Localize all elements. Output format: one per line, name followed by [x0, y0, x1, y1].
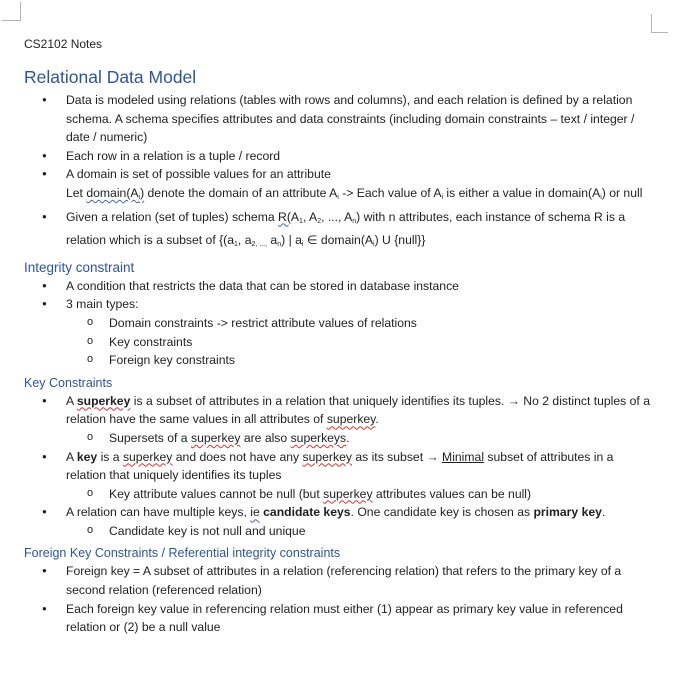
integrity-types-list: [66, 314, 652, 370]
list-item: o Domain constraints -> restrict attribute values of relations: [24, 314, 652, 333]
list-item: ● Given a relation (set of tuples) schema $R(A_1$, $A_2$, ..., $A_n$) with n attributes, each instance of schema R is a relation which is a subset of {($a_1$, $a_{2, ...,}$ $a_n$) | $a_i$ ∈ $domain(A_i)$ U {null}}: [24, 208, 652, 255]
list-item: o Candidate key is not null and unique: [24, 522, 652, 541]
list-item: ● A key is a superkey and does not have any superkey as its subset → Minimal subset of attributes in a relation that uniquely identifies its tuples o Key attribute values cannot be null (but superkey attributes values can be null): [24, 448, 652, 504]
foreign-list: [24, 562, 652, 636]
page-corner-mark-left: [2, 2, 21, 21]
list-item: o Supersets of a superkey are also superkeys.: [24, 429, 652, 448]
integrity-list: [24, 277, 652, 370]
list-item: ● Each foreign key value in referencing relation must either (1) appear as primary key value in referenced relation or (2) be a null value: [24, 600, 652, 637]
list-item: ● Each row in a relation is a tuple / record: [24, 147, 652, 166]
list-item: o Foreign key constraints: [24, 351, 652, 370]
page-corner-mark-right: [651, 14, 668, 33]
heading-integrity-constraint: Integrity constraint: [24, 259, 135, 275]
keys-list: [24, 392, 652, 541]
rdm-list: [24, 91, 652, 255]
list-item: ● Foreign key = A subset of attributes in a relation (referencing relation) that refers to the primary key of a second relation (referenced relation): [24, 562, 652, 599]
list-item: o Key attribute values cannot be null (but superkey attributes values can be null): [24, 485, 652, 504]
list-item: ● A superkey is a subset of attributes in a relation that uniquely identifies its tuples. → No 2 distinct tuples of a relation have the same values in all attributes of superkey. o Supersets of a superkey are also superkeys.: [24, 392, 652, 448]
document-page: [24, 36, 652, 637]
list-item: ● A domain is set of possible values for an attribute Let $domain(A_i)$ denote the domain of an attribute $A_i$ -> Each value of $A_i$ is either a value in $domain(A_i)$ or null: [24, 165, 652, 207]
heading-key-constraints: Key Constraints: [24, 375, 113, 390]
list-item: ● Data is modeled using relations (tables with rows and columns), and each relation is defined by a relation schema. A schema specifies attributes and data constraints (including domain constraints – text / integer / date / numeric): [24, 91, 652, 147]
document-header: CS2102 Notes: [24, 37, 103, 51]
list-item: ● 3 main types: o Domain constraints -> restrict attribute values of relations o Key constraints o Foreign key constraints: [24, 295, 652, 369]
list-item: ● A condition that restricts the data that can be stored in database instance: [24, 277, 652, 296]
heading-relational-data-model: Relational Data Model: [24, 67, 197, 87]
heading-foreign-key-constraints: Foreign Key Constraints / Referential integrity constraints: [24, 546, 341, 561]
spellcheck-underline: $domain(A_i)$: [86, 185, 145, 201]
list-item: ● A relation can have multiple keys, ie candidate keys. One candidate key is chosen as primary key. o Candidate key is not null and unique: [24, 503, 652, 540]
list-item: o Key constraints: [24, 333, 652, 352]
